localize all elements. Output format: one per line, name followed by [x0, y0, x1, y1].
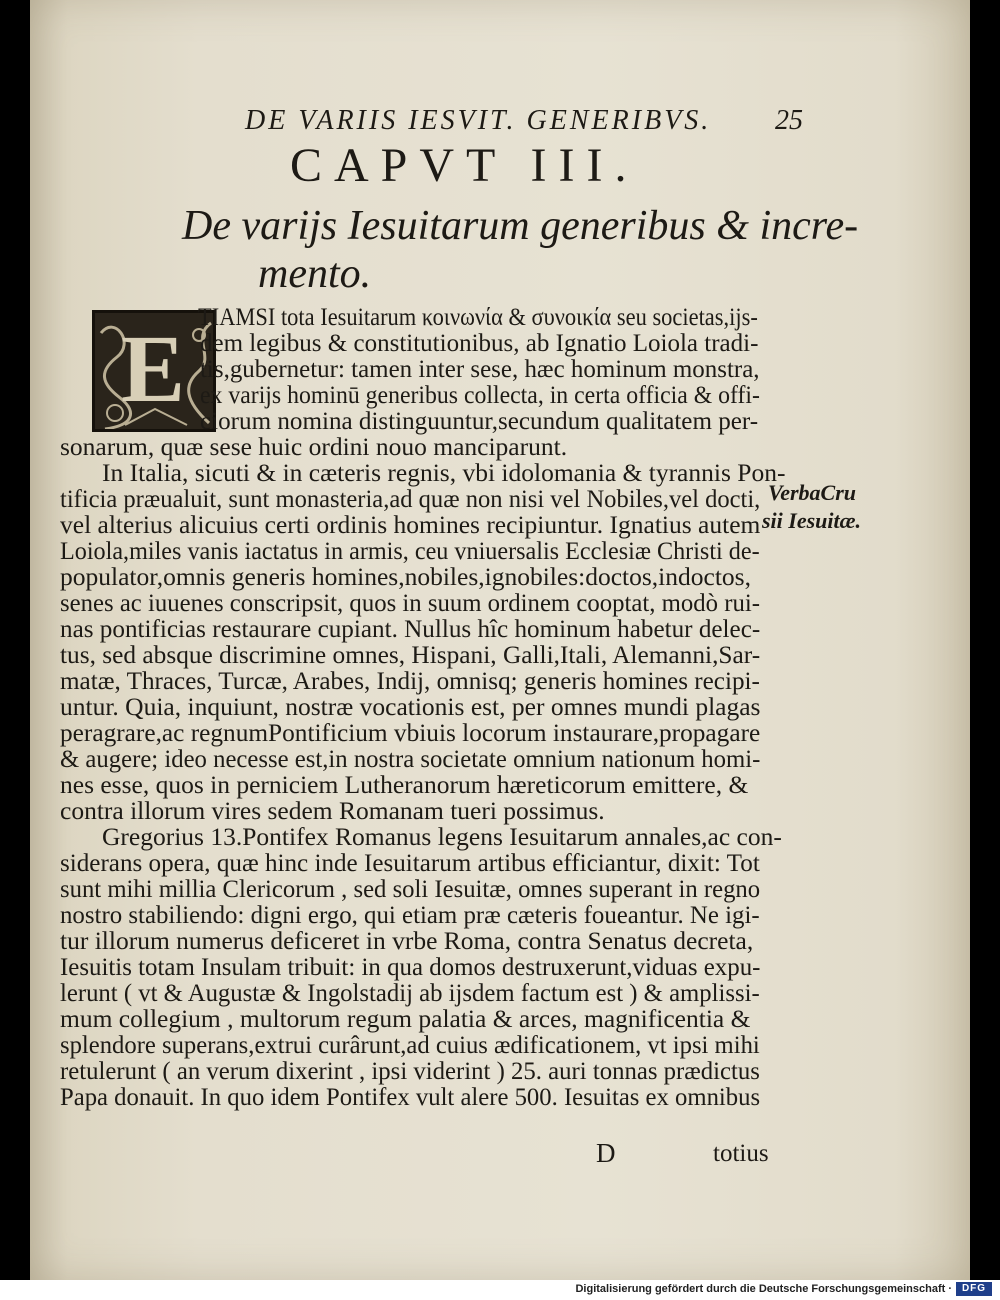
running-head: DE VARIIS IESVIT. GENERIBVS. — [245, 105, 712, 136]
book-page — [30, 0, 970, 1280]
text-line: contra illorum vires sedem Romanam tueri possimus. — [60, 796, 605, 825]
text-line: mum collegium , multorum regum palatia & arces, magnificentia & — [60, 1004, 751, 1033]
text-line: tificia præualuit, sunt monasteria,ad quæ non nisi vel Nobiles,vel docti, — [60, 484, 761, 513]
text-line: splendore superans,extrui curârunt,ad cuius ædificationem, vt ipsi mihi — [60, 1030, 760, 1059]
text-line: peragrare,ac regnumPontificium vbiuis locorum instaurare,propagare — [60, 718, 761, 747]
text-line: siderans opera, quæ hinc inde Iesuitarum artibus efficiantur, dixit: Tot — [60, 848, 760, 877]
text-line: Gregorius 13.Pontifex Romanus legens Iesuitarum annales,ac con- — [102, 822, 782, 851]
dfg-logo: DFG — [956, 1282, 992, 1296]
chapter-subtitle-line-2: mento. — [258, 251, 372, 297]
text-line: TIAMSI tota Iesuitarum κοινωνία & συνοικία seu societas,ijs- — [198, 302, 758, 331]
text-line: nostro stabiliendo: digni ergo, qui etiam præ cæteris foueantur. Ne igi- — [60, 900, 760, 929]
catchword: totius — [713, 1140, 769, 1167]
text-line: tis,gubernetur: tamen inter sese, hæc hominum monstra, — [200, 354, 760, 383]
text-line: untur. Quia, inquiunt, nostræ vocationis est, per omnes mundi plagas — [60, 692, 761, 721]
text-line: tur illorum numerus deficeret in vrbe Roma, contra Senatus decreta, — [60, 926, 754, 955]
chapter-title: CAPVT III. — [290, 139, 639, 192]
text-line: retulerunt ( an verum dixerint , ipsi viderint ) 25. auri tonnas prædictus — [60, 1056, 760, 1085]
chapter-subtitle-line-1: De varijs Iesuitarum generibus & incre- — [182, 203, 859, 249]
text-line: nas pontificias restaurare cupiant. Nullus hîc hominum habetur delec- — [60, 614, 761, 643]
text-line: & augere; ideo necesse est,in nostra societate omnium nationum homi- — [60, 744, 761, 773]
text-line: tus, sed absque discrimine omnes, Hispani, Galli,Itali, Alemanni,Sar- — [60, 640, 761, 669]
text-line: ciorum nomina distinguuntur,secundum qualitatem per- — [200, 406, 759, 435]
text-line: sonarum, quæ sese huic ordini nouo manciparunt. — [60, 432, 568, 461]
text-line: lerunt ( vt & Augustæ & Ingolstadij ab ijsdem factum est ) & amplissi- — [60, 978, 760, 1007]
text-line: nes esse, quos in perniciem Lutheranorum hæreticorum emittere, & — [60, 770, 749, 799]
text-line: sunt mihi millia Clericorum , sed soli Iesuitæ, omnes superant in regno — [60, 874, 761, 903]
text-line: populator,omnis generis homines,nobiles,ignobiles:doctos,indoctos, — [60, 562, 751, 591]
text-line: Papa donauit. In quo idem Pontifex vult alere 500. Iesuitas ex omnibus — [60, 1082, 761, 1111]
text-line: matæ, Thraces, Turcæ, Arabes, Indij, omnisq; generis homines recipi- — [60, 666, 760, 695]
text-line: senes ac iuuenes conscripsit, quos in suum ordinem cooptat, modò rui- — [60, 588, 760, 617]
footer-bar — [0, 1280, 1000, 1300]
signature-mark: D — [596, 1138, 616, 1168]
text-line: ex varijs hominū generibus collecta, in certa officia & offi- — [200, 380, 760, 409]
text-line: vel alterius alicuius certi ordinis homines recipiuntur. Ignatius autem — [60, 510, 761, 539]
page-number: 25 — [775, 105, 803, 136]
text-line: dem legibus & constitutionibus, ab Ignatio Loiola tradi- — [200, 328, 759, 357]
text-line: Loiola,miles vanis iactatus in armis, ceu vniuersalis Ecclesiæ Christi de- — [60, 536, 760, 565]
marginal-note-line-1: VerbaCru — [768, 480, 857, 505]
text-line: Iesuitis totam Insulam tribuit: in qua domos destruxerunt,viduas expu- — [60, 952, 761, 981]
marginal-note-line-2: sii Iesuitæ. — [762, 508, 862, 533]
initial-letter: E — [121, 315, 186, 422]
digitization-credit: Digitalisierung gefördert durch die Deutsche Forschungsgemeinschaft · — [575, 1283, 952, 1295]
text-line: In Italia, sicuti & in cæteris regnis, vbi idolomania & tyrannis Pon- — [102, 458, 786, 487]
